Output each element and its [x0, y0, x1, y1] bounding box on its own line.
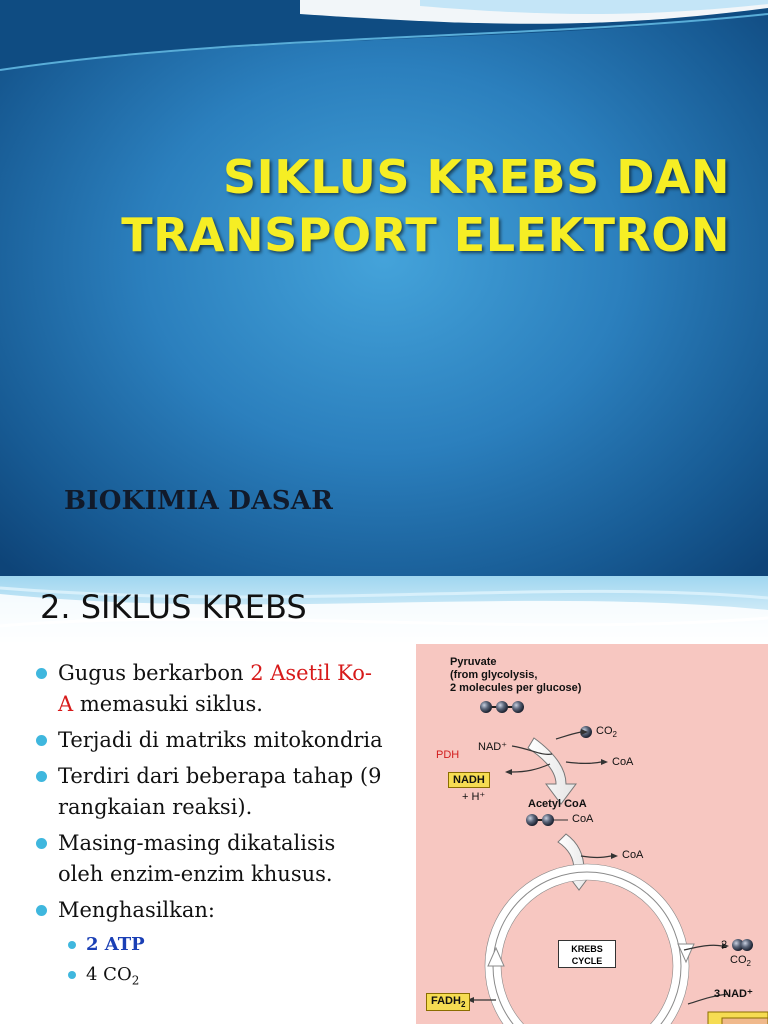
bullet-text: memasuki siklus. — [73, 692, 263, 716]
molecule-ball — [496, 701, 508, 713]
coa-label-1: CoA — [612, 756, 634, 768]
fadh2-box: $FADH_2$ — [426, 993, 470, 1011]
slide-title: 2. SIKLUS KREBS — [40, 588, 307, 626]
co2-label-right: $CO_2$ — [730, 954, 751, 969]
bullet-item — [36, 658, 386, 720]
subscript: 2 — [131, 973, 140, 988]
krebs-cycle-box — [558, 940, 616, 968]
krebs-label-1: KREBS — [571, 944, 603, 954]
bullet-text: Menghasilkan: — [58, 898, 215, 922]
sub-bullet-item — [58, 960, 386, 996]
bullet-item: Masing-masing dikatalisis oleh enzim-enzim khusus. — [36, 828, 386, 890]
krebs-cycle-diagram — [416, 644, 768, 1024]
molecule-ball — [512, 701, 524, 713]
sub-bullet-text: 4 CO — [86, 964, 132, 985]
molecule-ball — [526, 814, 538, 826]
nadh-box: NADH — [448, 772, 490, 788]
h-plus-label: + H⁺ — [462, 791, 486, 803]
pyruvate-label-3: 2 molecules per glucose) — [450, 682, 582, 694]
bullet-list — [36, 658, 386, 1001]
presentation-subtitle: BIOKIMIA DASAR — [64, 486, 334, 516]
pyruvate-label-2: (from glycolysis, — [450, 669, 538, 681]
nad-plus-label: NAD⁺ — [478, 741, 508, 753]
molecule-ball — [542, 814, 554, 826]
coa-label-3: CoA — [622, 849, 644, 861]
bullet-item: Terjadi di matriks mitokondria — [36, 725, 386, 756]
three-nad-label: 3 NAD⁺ — [714, 988, 753, 1000]
sub-bullet-list — [58, 930, 386, 996]
krebs-label-2: CYCLE — [571, 956, 603, 966]
co2-label-top: $CO_2$ — [596, 725, 617, 740]
sub-bullet-item: 2 ATP — [58, 930, 386, 960]
bullet-item — [36, 895, 386, 996]
molecule-ball — [480, 701, 492, 713]
title-line-1: SIKLUS KREBS DAN — [222, 150, 730, 204]
pdh-enzyme-label: PDH — [436, 749, 460, 761]
two-co2-count: 2 — [721, 939, 728, 951]
acetyl-coa-label: Acetyl CoA — [528, 798, 587, 810]
coa-label-2: CoA — [572, 813, 594, 825]
presentation-title — [40, 148, 730, 264]
header-swoosh-decoration — [0, 0, 768, 90]
highlight-text: 2 Asetil Ko-A — [58, 661, 373, 716]
pyruvate-label-1: Pyruvate — [450, 656, 497, 668]
co2-molecule-ball — [741, 939, 753, 951]
bullet-item: Terdiri dari beberapa tahap (9 rangkaian reaksi). — [36, 761, 386, 823]
content-slide — [0, 576, 768, 1024]
title-line-2: TRANSPORT ELEKTRON — [121, 208, 730, 262]
bullet-text: Gugus berkarbon — [58, 661, 251, 685]
